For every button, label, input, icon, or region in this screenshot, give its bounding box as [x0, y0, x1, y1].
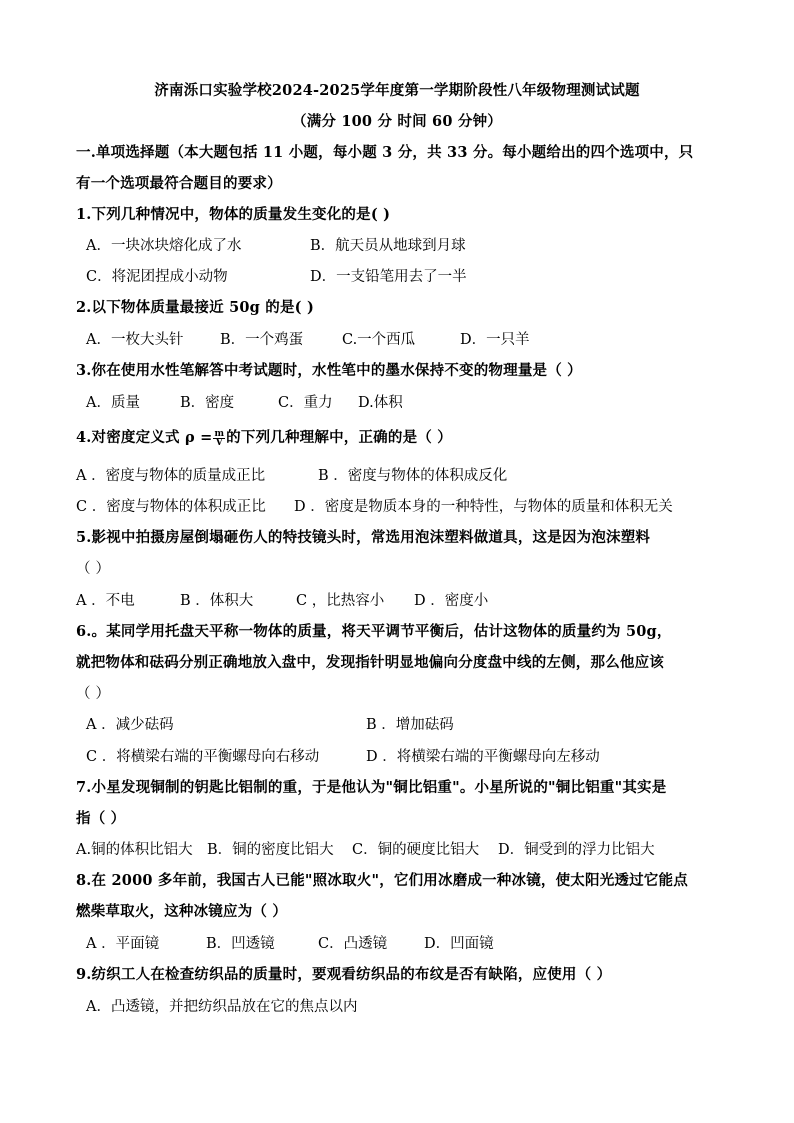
q4-stem-pre: 4.对密度定义式 ρ = — [76, 429, 213, 446]
q6-option-a: A ．减少砝码 — [86, 717, 174, 733]
q8-stem-line1: 8.在 2000 多年前，我国古人已能"照冰取火"，它们用冰磨成一种冰镜，使太阳光透过它能点 — [76, 872, 688, 889]
q6-option-b: B ．增加砝码 — [366, 717, 454, 733]
fraction-denominator: V — [215, 437, 223, 448]
q6-stem-line1: 6.。某同学用托盘天平称一物体的质量，将天平调节平衡后，估计这物体的质量约为 50g， — [76, 623, 672, 640]
q6-option-d: D ．将横梁右端的平衡螺母向左移动 — [366, 749, 600, 765]
q2-stem: 2.以下物体质量最接近 50g 的是( ) — [76, 299, 315, 316]
q5-option-d: D ．密度小 — [414, 593, 489, 609]
q2-option-c: C.一个西瓜 — [342, 332, 416, 348]
q2-option-d: D．一只羊 — [460, 332, 530, 348]
q6-option-c: C ．将横梁右端的平衡螺母向右移动 — [86, 749, 320, 765]
section-heading-line1: 一.单项选择题（本大题包括 11 小题，每小题 3 分，共 33 分。每小题给出的四个选项中，只 — [76, 144, 694, 161]
q7-option-c: C．铜的硬度比铝大 — [352, 842, 480, 858]
q4-option-d: D ．密度是物质本身的一种特性，与物体的质量和体积无关 — [294, 499, 673, 515]
q6-stem-line3: （ ） — [76, 686, 111, 702]
q1-option-d: D．一支铅笔用去了一半 — [310, 269, 467, 285]
q4-stem — [76, 428, 452, 448]
q7-stem-line1: 7.小星发现铜制的钥匙比铝制的重，于是他认为"铜比铝重"。小星所说的"铜比铝重"其实是 — [76, 779, 667, 796]
q3-stem: 3.你在使用水性笔解答中考试题时，水性笔中的墨水保持不变的物理量是（ ） — [76, 362, 582, 379]
q8-option-c: C．凸透镜 — [318, 936, 388, 952]
q8-option-d: D．凹面镜 — [424, 936, 494, 952]
q7-option-a: A.铜的体积比铝大 — [76, 842, 193, 858]
q5-stem-line1: 5.影视中拍摄房屋倒塌砸伤人的特技镜头时，常选用泡沫塑料做道具，这是因为泡沫塑料 — [76, 529, 651, 546]
q3-option-d: D.体积 — [358, 395, 403, 411]
q6-stem-line2: 就把物体和砝码分别正确地放入盘中，发现指针明显地偏向分度盘中线的左侧，那么他应该 — [76, 654, 664, 671]
q3-option-a: A．质量 — [86, 395, 140, 411]
q4-option-a: A ．密度与物体的质量成正比 — [76, 468, 266, 484]
q7-option-d: D．铜受到的浮力比铝大 — [498, 842, 655, 858]
q1-option-c: C．将泥团捏成小动物 — [86, 269, 228, 285]
q9-stem: 9.纺织工人在检查纺织品的质量时，要观看纺织品的布纹是否有缺陷，应使用（ ） — [76, 966, 612, 983]
q7-option-b: B．铜的密度比铝大 — [207, 842, 334, 858]
q8-option-b: B．凹透镜 — [206, 936, 275, 952]
q5-option-b: B ．体积大 — [180, 593, 254, 609]
exam-subtitle: （满分 100 分 时间 60 分钟） — [292, 113, 502, 130]
q2-option-b: B．一个鸡蛋 — [220, 332, 304, 348]
q4-option-b: B ．密度与物体的体积成反化 — [318, 468, 508, 484]
q5-stem-line2: （ ） — [76, 561, 111, 577]
q8-stem-line2: 燃柴草取火，这种冰镜应为（ ） — [76, 903, 288, 920]
q3-option-b: B．密度 — [180, 395, 235, 411]
density-fraction — [213, 430, 225, 447]
q9-option-a: A．凸透镜，并把纺织品放在它的焦点以内 — [86, 999, 358, 1015]
section-heading-line2: 有一个选项最符合题目的要求） — [76, 175, 282, 192]
q1-stem: 1.下列几种情况中，物体的质量发生变化的是( ) — [76, 206, 391, 223]
fraction-numerator: m — [214, 428, 225, 439]
q1-option-a: A．一块冰块熔化成了水 — [86, 238, 242, 254]
q5-option-a: A ．不电 — [76, 593, 135, 609]
q4-option-c: C ．密度与物体的体积成正比 — [76, 499, 266, 515]
q2-option-a: A．一枚大头针 — [86, 332, 184, 348]
q7-stem-line2: 指（ ） — [76, 810, 126, 827]
q8-option-a: A ．平面镜 — [86, 936, 160, 952]
q1-option-b: B．航天员从地球到月球 — [310, 238, 466, 254]
exam-title: 济南泺口实验学校2024-2025学年度第一学期阶段性八年级物理测试试题 — [154, 82, 640, 99]
q5-option-c: C ，比热容小 — [296, 593, 385, 609]
q4-stem-post: 的下列几种理解中，正确的是（ ） — [226, 429, 452, 446]
q3-option-c: C．重力 — [278, 395, 333, 411]
